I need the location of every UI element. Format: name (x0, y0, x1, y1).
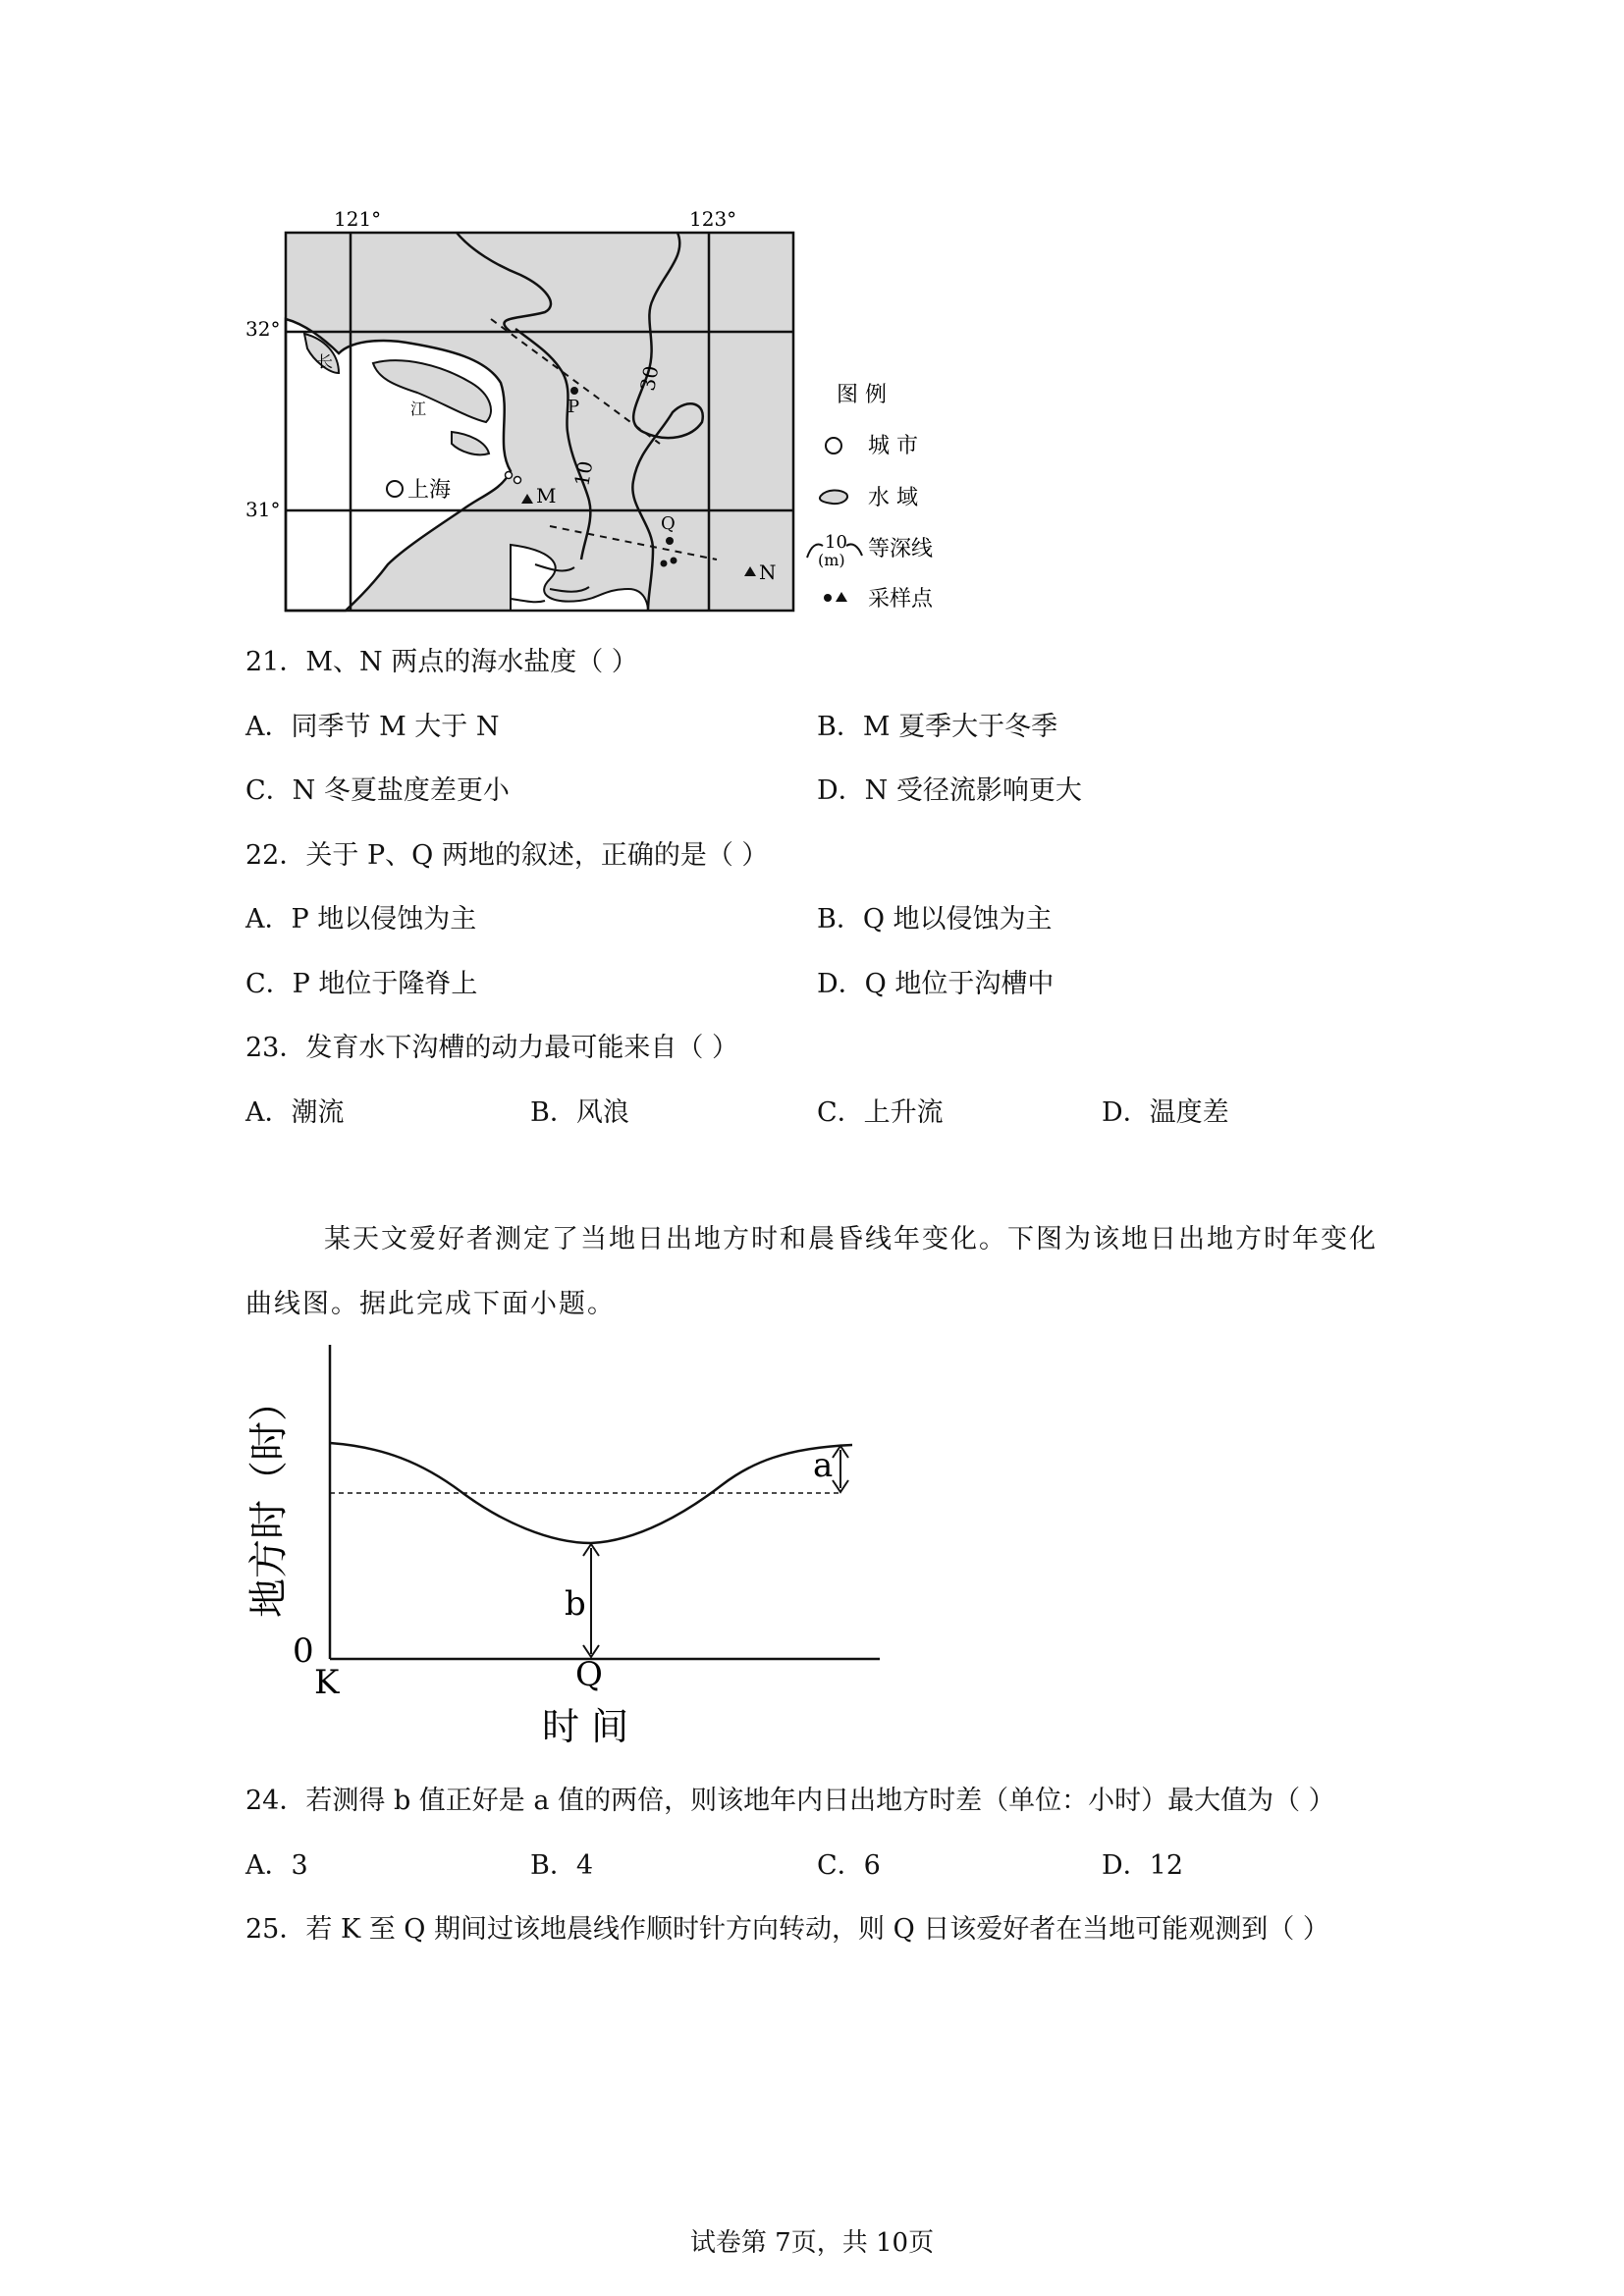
chart-label-a: a (813, 1446, 834, 1485)
map-river-char-2: 江 (410, 400, 427, 418)
map-river-char-1: 长 (317, 352, 334, 371)
page-footer: 试卷第 7页，共 10页 (689, 2228, 935, 2258)
question-23-option-a: A．潮流 (245, 1097, 345, 1128)
question-23-option-d: D．温度差 (1102, 1097, 1229, 1128)
chart-xlabel: 时 间 (542, 1705, 629, 1748)
legend-city-icon (826, 438, 841, 454)
question-22-option-c: C．P 地位于隆脊上 (245, 969, 478, 999)
map-lon-label-123: 123° (689, 207, 737, 231)
chart-x-label-q: Q (575, 1655, 603, 1694)
intro-line-1: 某天文爱好者测定了当地日出地方时和晨昏线年变化。下图为该地日出地方时年变化 (324, 1224, 1378, 1255)
map-sample-label-n: N (759, 561, 777, 584)
chart-ylabel: 地方时（时） (246, 1382, 292, 1618)
legend-sample-triangle-icon (836, 592, 847, 602)
map-contour-label-30: 30 (635, 363, 664, 394)
city-icon (387, 481, 403, 497)
intro-line-2: 曲线图。据此完成下面小题。 (245, 1289, 616, 1319)
question-22-option-b: B．Q 地以侵蚀为主 (817, 904, 1053, 934)
legend-sample-label: 采样点 (868, 587, 934, 612)
question-21-stem: 21．M、N 两点的海水盐度（ ） (245, 647, 638, 677)
legend-city-label: 城 市 (868, 434, 918, 458)
question-24-stem: 24．若测得 b 值正好是 a 值的两倍，则该地年内日出地方时差（单位：小时）最大值为（ ） (245, 1786, 1335, 1816)
sample-point-q3 (671, 558, 677, 564)
sample-point-q2 (661, 561, 668, 567)
legend-sample-dot-icon (824, 594, 832, 602)
map-lat-label-32: 32° (245, 317, 281, 341)
question-24-option-a: A．3 (245, 1850, 308, 1881)
question-24-option-d: D．12 (1102, 1850, 1184, 1881)
map-sample-label-m: M (536, 484, 557, 507)
question-24-option-c: C．6 (817, 1850, 881, 1881)
question-21-option-c: C．N 冬夏盐度差更小 (245, 775, 510, 806)
question-21-option-a: A．同季节 M 大于 N (245, 712, 500, 742)
chart-x-label-k: K (314, 1663, 340, 1702)
question-21-option-d: D．N 受径流影响更大 (817, 775, 1082, 806)
map-island-dot (506, 472, 513, 479)
legend-contour-value: 10 (825, 532, 847, 553)
legend-title: 图 例 (837, 383, 887, 407)
sunrise-chart (236, 1335, 903, 1757)
map-contour-label-10: 10 (569, 458, 598, 489)
map-island-dot (514, 477, 521, 484)
sample-point-q (666, 537, 674, 545)
question-24-option-b: B．4 (530, 1850, 594, 1881)
chart-origin-label: 0 (293, 1631, 314, 1671)
legend-water-icon (820, 490, 847, 504)
map-sample-label-p: P (568, 397, 580, 417)
question-22-option-a: A．P 地以侵蚀为主 (245, 904, 477, 934)
question-23-stem: 23．发育水下沟槽的动力最可能来自（ ） (245, 1033, 738, 1063)
map-lon-label-121: 121° (334, 207, 382, 231)
map-city-label: 上海 (407, 478, 452, 503)
question-23-option-b: B．风浪 (530, 1097, 629, 1128)
legend-water-label: 水 域 (868, 486, 918, 510)
sample-point-p (570, 387, 578, 395)
question-21-option-b: B．M 夏季大于冬季 (817, 712, 1058, 742)
question-22-stem: 22．关于 P、Q 两地的叙述，正确的是（ ） (245, 840, 769, 871)
map-sample-label-q: Q (661, 513, 676, 534)
question-25-stem: 25．若 K 至 Q 期间过该地晨线作顺时针方向转动，则 Q 日该爱好者在当地可能观测到（ ） (245, 1914, 1329, 1945)
question-23-option-c: C．上升流 (817, 1097, 944, 1128)
chart-label-b: b (565, 1584, 586, 1624)
question-22-option-d: D．Q 地位于沟槽中 (817, 969, 1055, 999)
map-figure (236, 201, 962, 623)
map-lat-label-31: 31° (245, 498, 281, 521)
legend-contour-unit: (m) (818, 551, 845, 569)
legend-contour-label: 等深线 (868, 537, 934, 561)
